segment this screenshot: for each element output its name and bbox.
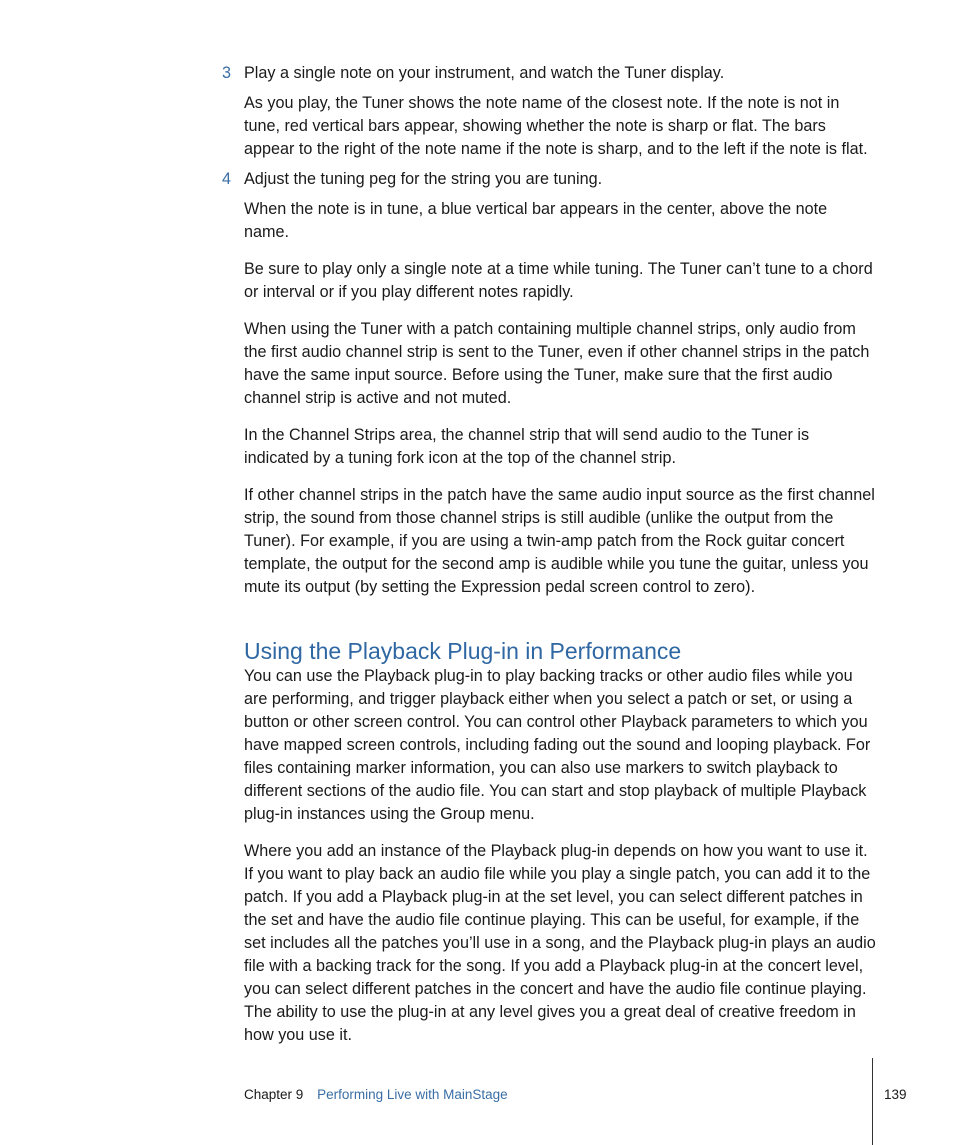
body-paragraph: You can use the Playback plug-in to play backing tracks or other audio files while you are performing, and trigger playback either when you select a patch or set, or using a button or other screen control. You can control other Playback parameters to which you have mapped screen controls, including fading out the sound and looping playback. For files containing marker information, you can also use markers to switch playback to different sections of the audio file. You can start and stop playback of multiple Playback plug-in instances using the Group menu. [244,667,871,823]
step-detail: When the note is in tune, a blue vertical bar appears in the center, above the note name. [244,200,828,241]
page-footer [244,1086,508,1104]
step-text: Play a single note on your instrument, and watch the Tuner display. [244,64,725,82]
body-paragraph: In the Channel Strips area, the channel strip that will send audio to the Tuner is indicated by a tuning fork icon at the top of the channel strip. [244,426,810,467]
step-text: Adjust the tuning peg for the string you are tuning. [244,170,603,188]
footer-chapter-title: Performing Live with MainStage [317,1087,508,1102]
body-paragraph: Where you add an instance of the Playback plug-in depends on how you want to use it. If you want to play back an audio file while you play a single patch, you can add it to the patch. If you add a Playback plug-in at the set level, you can select different patches in the set and have the audio file continue playing. This can be useful, for example, if the set includes all the patches you’ll use in a song, and the Playback plug-in plays an audio file with a backing track for the song. If you add a Playback plug-in at the concert level, you can select different patches in the concert and have the audio file continue playing. The ability to use the plug-in at any level gives you a great deal of creative freedom in how you use it. [244,842,876,1044]
step-number: 4 [222,170,232,188]
step-detail: As you play, the Tuner shows the note name of the closest note. If the note is not in tune, red vertical bars appear, showing whether the note is sharp or flat. The bars appear to the right of the note name if the note is sharp, and to the left if the note is flat. [244,94,868,158]
page-content [222,62,876,1061]
footer-divider [872,1058,873,1145]
body-paragraph: When using the Tuner with a patch containing multiple channel strips, only audio from the first audio channel strip is sent to the Tuner, even if other channel strips in the patch have the same input source. Before using the Tuner, make sure that the first audio channel strip is active and not muted. [244,320,870,407]
body-paragraph: If other channel strips in the patch have the same audio input source as the first channel strip, the sound from those channel strips is still audible (unlike the output from the Tuner). For example, if you are using a twin-amp patch from the Rock guitar concert template, the output for the second amp is audible while you tune the guitar, unless you mute its output (by setting the Expression pedal screen control to zero). [244,486,875,596]
footer-chapter-label: Chapter 9 [244,1087,304,1102]
body-paragraph: Be sure to play only a single note at a time while tuning. The Tuner can’t tune to a chord or interval or if you play different notes rapidly. [244,260,873,301]
step-3 [222,62,876,85]
step-4 [222,168,876,191]
page-number: 139 [884,1087,907,1102]
step-number: 3 [222,64,232,82]
section-heading: Using the Playback Plug-in in Performance [244,638,682,664]
